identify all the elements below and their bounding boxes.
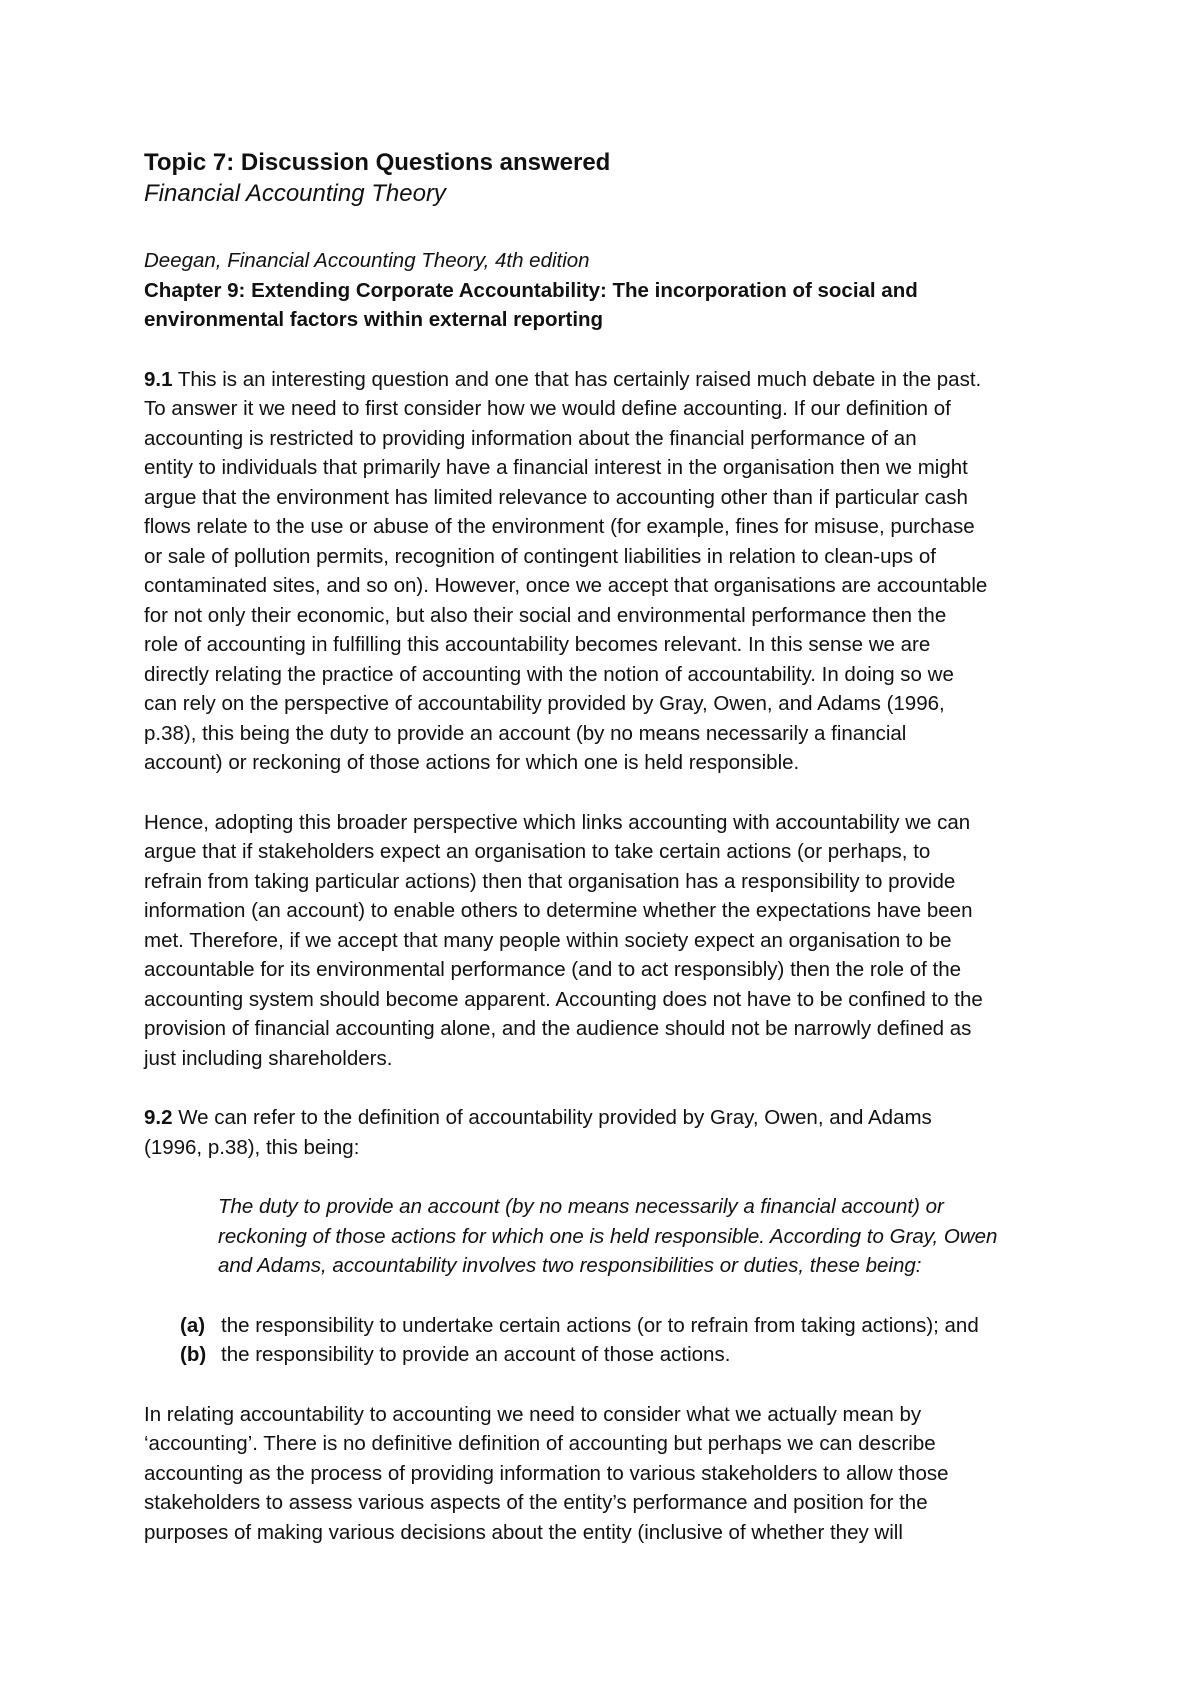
list-item: [144, 1311, 1069, 1341]
paragraph-line: accountable for its environmental performance (and to act responsibly) then the role of the: [144, 958, 962, 981]
paragraph-line: directly relating the practice of accounting with the notion of accountability. In doing so we: [144, 662, 954, 686]
paragraph-line: p.38), this being the duty to provide an account (by no means necessarily a financial: [144, 721, 907, 745]
paragraph-line: argue that the environment has limited relevance to accounting other than if particular cash: [144, 485, 968, 509]
question-number: 9.1: [144, 367, 173, 391]
block-quote-line: The duty to provide an account (by no means necessarily a financial account) or: [218, 1195, 944, 1218]
spacer: [144, 1281, 1069, 1311]
paragraph-line: accounting is restricted to providing information about the financial performance of an: [144, 426, 917, 450]
block-quote-line: reckoning of those actions for which one is held responsible. According to Gray, Owen: [218, 1224, 998, 1248]
spacer: [144, 210, 1069, 246]
list-marker: (b): [180, 1343, 207, 1366]
paragraph-line: or sale of pollution permits, recognition of contingent liabilities in relation to clean-ups of: [144, 544, 936, 568]
spacer: [144, 335, 1069, 365]
paragraph-line: (1996, p.38), this being:: [144, 1135, 360, 1159]
paragraph-line: accounting as the process of providing information to various stakeholders to allow those: [144, 1461, 949, 1485]
paragraph-line: [144, 365, 1069, 395]
list-marker: (a): [180, 1313, 206, 1337]
spacer: [144, 778, 1069, 808]
spacer: [144, 1162, 1069, 1192]
document-title: Topic 7: Discussion Questions answered: [144, 149, 611, 176]
paragraph-text: This is an interesting question and one that has certainly raised much debate in the past.: [172, 367, 982, 391]
spacer: [144, 1370, 1069, 1400]
paragraph-line: argue that if stakeholders expect an organisation to take certain actions (or perhaps, to: [144, 840, 931, 863]
paragraph-line: ‘accounting’. There is no definitive definition of accounting but perhaps we can describe: [144, 1432, 936, 1455]
reference-citation: Deegan, Financial Accounting Theory, 4th edition: [144, 249, 590, 272]
paragraph-line: accounting system should become apparent. Accounting does not have to be confined to the: [144, 987, 983, 1011]
paragraph-line: account) or reckoning of those actions for which one is held responsible.: [144, 751, 800, 774]
paragraph-line: contaminated sites, and so on). However, once we accept that organisations are accountable: [144, 574, 988, 597]
paragraph-line: refrain from taking particular actions) then that organisation has a responsibility to provide: [144, 869, 956, 893]
chapter-heading-line-2: environmental factors within external reporting: [144, 308, 604, 331]
paragraph-line: flows relate to the use or abuse of the environment (for example, fines for misuse, purchase: [144, 515, 975, 538]
paragraph-line: information (an account) to enable others to determine whether the expectations have been: [144, 899, 973, 922]
paragraph-line: can rely on the perspective of accountability provided by Gray, Owen, and Adams (1996,: [144, 692, 945, 715]
paragraph-line: met. Therefore, if we accept that many people within society expect an organisation to be: [144, 928, 952, 952]
paragraph-line: provision of financial accounting alone, and the audience should not be narrowly defined as: [144, 1017, 972, 1040]
paragraph-line: In relating accountability to accounting we need to consider what we actually mean by: [144, 1402, 922, 1426]
document-subtitle: Financial Accounting Theory: [144, 180, 446, 207]
spacer: [144, 1073, 1069, 1103]
list-item-text: the responsibility to provide an account of those actions.: [221, 1343, 731, 1366]
paragraph-line: role of accounting in fulfilling this accountability becomes relevant. In this sense we are: [144, 633, 931, 656]
paragraph-line: for not only their economic, but also their social and environmental performance then the: [144, 603, 947, 627]
document-page: [144, 148, 1069, 1547]
block-quote-line: and Adams, accountability involves two responsibilities or duties, these being:: [218, 1254, 922, 1277]
paragraph-line: [144, 1103, 1069, 1133]
paragraph-line: entity to individuals that primarily have a financial interest in the organisation then we might: [144, 456, 968, 479]
list-item: [144, 1340, 1069, 1370]
paragraph-line: Hence, adopting this broader perspective which links accounting with accountability we can: [144, 810, 971, 834]
answer-9-1: [144, 365, 1069, 1074]
question-number: 9.2: [144, 1106, 173, 1129]
list-item-text: the responsibility to undertake certain actions (or to refrain from taking actions); and: [221, 1313, 979, 1337]
paragraph-line: just including shareholders.: [144, 1046, 393, 1070]
paragraph-line: purposes of making various decisions about the entity (inclusive of whether they will: [144, 1520, 903, 1544]
paragraph-line: To answer it we need to first consider how we would define accounting. If our definition of: [144, 397, 951, 420]
paragraph-text: We can refer to the definition of accountability provided by Gray, Owen, and Adams: [172, 1106, 932, 1129]
paragraph-line: stakeholders to assess various aspects of the entity’s performance and position for the: [144, 1491, 928, 1514]
chapter-heading-line-1: Chapter 9: Extending Corporate Accountability: The incorporation of social and: [144, 278, 918, 302]
answer-9-2: [144, 1103, 1069, 1547]
